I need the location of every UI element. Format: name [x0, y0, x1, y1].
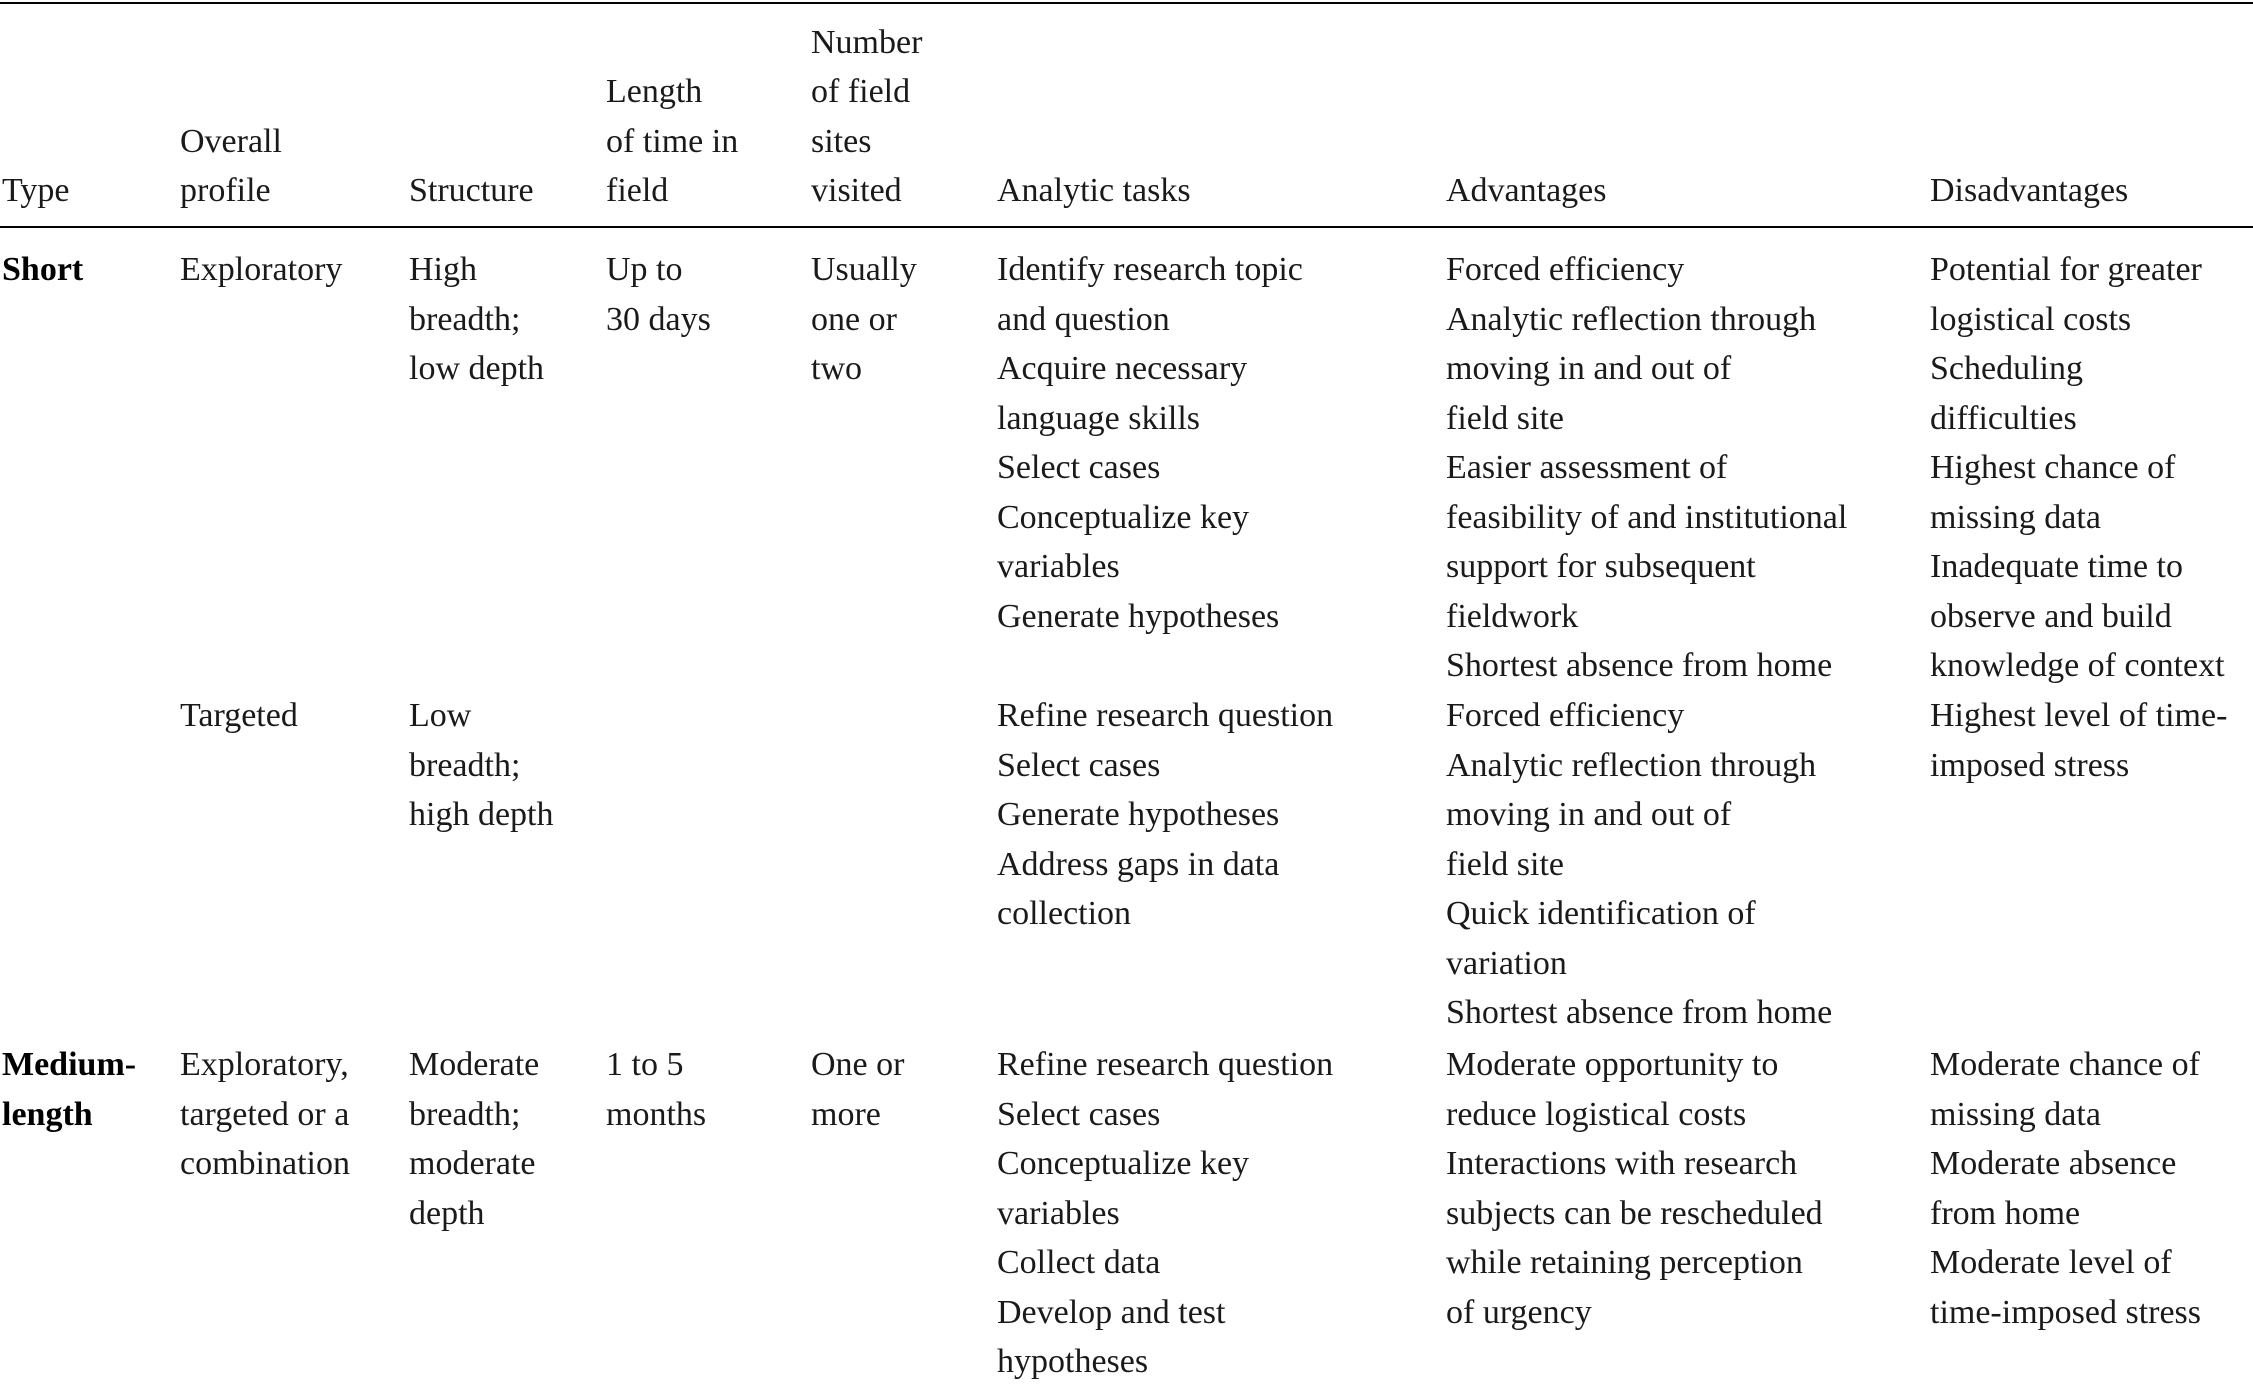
row-medium-tasks-line: Refine research question — [997, 1046, 1334, 1083]
row-medium-disadvantages-line: time-imposed stress — [1930, 1293, 2202, 1331]
row-short-sites — [811, 245, 917, 394]
row-targeted-tasks-line: collection — [997, 895, 1132, 932]
row-medium-sites-line: more — [811, 1095, 881, 1133]
header-length-of-time-line: Length — [606, 73, 703, 110]
row-medium-tasks — [997, 1040, 1333, 1387]
row-medium-sites — [811, 1040, 904, 1139]
row-short-structure — [409, 245, 544, 394]
row-short-disadvantages-line: observe and build — [1930, 597, 2172, 635]
row-targeted-structure-line: high depth — [409, 796, 554, 833]
row-short-profile — [180, 245, 342, 295]
row-medium-disadvantages — [1930, 1040, 2201, 1337]
row-short-disadvantages — [1930, 245, 2225, 691]
row-medium-profile-line: Exploratory, — [180, 1046, 349, 1083]
row-short-tasks-line: Conceptualize key — [997, 498, 1250, 536]
row-medium-advantages-line: reduce logistical costs — [1446, 1095, 1747, 1133]
row-medium-tasks-line: hypotheses — [997, 1343, 1149, 1380]
header-structure-line: Structure — [409, 172, 534, 209]
row-short-tasks — [997, 245, 1303, 641]
row-targeted-advantages-line: Shortest absence from home — [1446, 994, 1833, 1031]
row-short-tasks-line: Generate hypotheses — [997, 597, 1280, 635]
row-medium-advantages-line: Interactions with research — [1446, 1145, 1798, 1182]
row-short-advantages-line: feasibility of and institutional — [1446, 498, 1848, 536]
row-targeted-advantages — [1446, 691, 1832, 1038]
row-short-advantages-line: support for subsequent — [1446, 548, 1756, 585]
header-number-of-sites-line: visited — [811, 172, 902, 209]
row-targeted-advantages-line: moving in and out of — [1446, 796, 1732, 833]
row-short-advantages-line: fieldwork — [1446, 597, 1579, 635]
row-medium-disadvantages-line: missing data — [1930, 1095, 2101, 1133]
row-medium-advantages-line: subjects can be rescheduled — [1446, 1194, 1823, 1232]
header-overall-profile-line: profile — [180, 172, 271, 209]
header-advantages — [1446, 166, 1607, 216]
row-short-disadvantages-line: Potential for greater — [1930, 251, 2202, 288]
header-type-line: Type — [2, 172, 70, 209]
row-medium-profile — [180, 1040, 350, 1189]
row-short-advantages — [1446, 245, 1847, 691]
row-short-tasks-line: Acquire necessary — [997, 350, 1248, 387]
header-length-of-time-line: of time in — [606, 122, 739, 160]
row-short-profile-line: Exploratory — [180, 251, 343, 288]
row-short-structure-line: High — [409, 251, 477, 288]
row-medium-length — [606, 1040, 706, 1139]
header-overall-profile — [180, 117, 282, 216]
row-targeted-advantages-line: Forced efficiency — [1446, 697, 1685, 734]
row-medium-length-line: 1 to 5 — [606, 1046, 684, 1083]
row-targeted-tasks — [997, 691, 1333, 939]
row-medium-structure-line: depth — [409, 1194, 485, 1232]
row-short-tasks-line: Identify research topic — [997, 251, 1303, 288]
row-short-advantages-line: moving in and out of — [1446, 350, 1732, 387]
row-short-type-line: Short — [2, 251, 84, 288]
row-medium-disadvantages-line: from home — [1930, 1194, 2081, 1232]
row-targeted-disadvantages-line: Highest level of time- — [1930, 697, 2228, 734]
header-type — [2, 166, 70, 216]
row-targeted-profile-line: Targeted — [180, 697, 298, 734]
row-medium-tasks-line: Collect data — [997, 1244, 1161, 1281]
row-short-disadvantages-line: logistical costs — [1930, 300, 2132, 338]
row-medium-disadvantages-line: Moderate chance of — [1930, 1046, 2200, 1083]
row-short-disadvantages-line: Highest chance of — [1930, 449, 2176, 486]
row-medium-structure-line: breadth; — [409, 1095, 521, 1133]
row-targeted-advantages-line: Quick identification of — [1446, 895, 1756, 932]
row-short-length-line: Up to — [606, 251, 683, 288]
row-targeted-tasks-line: Refine research question — [997, 697, 1334, 734]
row-medium-profile-line: combination — [180, 1145, 350, 1182]
row-targeted-tasks-line: Address gaps in data — [997, 845, 1280, 883]
table-top-rule — [0, 2, 2253, 4]
row-short-structure-line: breadth; — [409, 300, 521, 338]
row-short-structure-line: low depth — [409, 350, 545, 387]
row-targeted-advantages-line: variation — [1446, 944, 1567, 982]
table-header-rule — [0, 226, 2253, 228]
row-short-sites-line: two — [811, 350, 862, 387]
row-targeted-tasks-line: Select cases — [997, 746, 1161, 784]
row-medium-advantages-line: while retaining perception — [1446, 1244, 1803, 1281]
header-length-of-time — [606, 67, 738, 216]
row-medium-structure — [409, 1040, 539, 1238]
row-targeted-disadvantages-line: imposed stress — [1930, 746, 2130, 784]
row-targeted-structure-line: breadth; — [409, 746, 521, 784]
header-advantages-line: Advantages — [1446, 172, 1607, 209]
row-medium-type-line: length — [2, 1095, 93, 1133]
row-short-advantages-line: Forced efficiency — [1446, 251, 1685, 288]
row-medium-tasks-line: Select cases — [997, 1095, 1161, 1133]
row-short-tasks-line: language skills — [997, 399, 1201, 437]
row-medium-type — [2, 1040, 136, 1139]
header-analytic-tasks — [997, 166, 1191, 216]
row-short-sites-line: Usually — [811, 251, 917, 288]
row-short-advantages-line: Shortest absence from home — [1446, 647, 1833, 684]
row-short-type — [2, 245, 83, 295]
header-number-of-sites — [811, 18, 922, 216]
row-medium-length-line: months — [606, 1095, 707, 1133]
header-overall-profile-line: Overall — [180, 122, 282, 160]
header-length-of-time-line: field — [606, 172, 669, 209]
row-targeted-advantages-line: field site — [1446, 845, 1565, 883]
row-short-tasks-line: variables — [997, 548, 1120, 585]
row-short-advantages-line: Easier assessment of — [1446, 449, 1728, 486]
row-medium-structure-line: moderate — [409, 1145, 536, 1182]
row-targeted-structure-line: Low — [409, 697, 472, 734]
row-medium-advantages-line: Moderate opportunity to — [1446, 1046, 1779, 1083]
row-medium-tasks-line: Conceptualize key — [997, 1145, 1250, 1182]
row-medium-advantages-line: of urgency — [1446, 1293, 1592, 1331]
row-medium-tasks-line: Develop and test — [997, 1293, 1226, 1331]
header-number-of-sites-line: sites — [811, 122, 872, 160]
row-short-disadvantages-line: difficulties — [1930, 399, 2077, 437]
header-analytic-tasks-line: Analytic tasks — [997, 172, 1191, 209]
header-number-of-sites-line: of field — [811, 73, 911, 110]
row-medium-structure-line: Moderate — [409, 1046, 540, 1083]
row-short-disadvantages-line: missing data — [1930, 498, 2101, 536]
header-disadvantages-line: Disadvantages — [1930, 172, 2129, 209]
header-disadvantages — [1930, 166, 2128, 216]
row-medium-disadvantages-line: Moderate level of — [1930, 1244, 2172, 1281]
row-short-advantages-line: Analytic reflection through — [1446, 300, 1817, 338]
row-medium-type-line: Medium- — [2, 1046, 137, 1083]
row-short-disadvantages-line: Inadequate time to — [1930, 548, 2184, 585]
row-medium-disadvantages-line: Moderate absence — [1930, 1145, 2177, 1182]
row-medium-profile-line: targeted or a — [180, 1095, 350, 1133]
row-medium-sites-line: One or — [811, 1046, 905, 1083]
row-medium-tasks-line: variables — [997, 1194, 1120, 1232]
row-targeted-advantages-line: Analytic reflection through — [1446, 746, 1817, 784]
row-targeted-structure — [409, 691, 553, 840]
row-targeted-tasks-line: Generate hypotheses — [997, 796, 1280, 833]
row-targeted-disadvantages — [1930, 691, 2227, 790]
header-structure — [409, 166, 534, 216]
row-short-tasks-line: and question — [997, 300, 1170, 338]
header-number-of-sites-line: Number — [811, 23, 923, 61]
row-short-tasks-line: Select cases — [997, 449, 1161, 486]
row-short-disadvantages-line: Scheduling — [1930, 350, 2083, 387]
row-targeted-profile — [180, 691, 298, 741]
row-short-length — [606, 245, 711, 344]
row-short-sites-line: one or — [811, 300, 897, 338]
row-short-disadvantages-line: knowledge of context — [1930, 647, 2225, 684]
row-short-length-line: 30 days — [606, 300, 711, 338]
row-medium-advantages — [1446, 1040, 1823, 1337]
row-short-advantages-line: field site — [1446, 399, 1565, 437]
